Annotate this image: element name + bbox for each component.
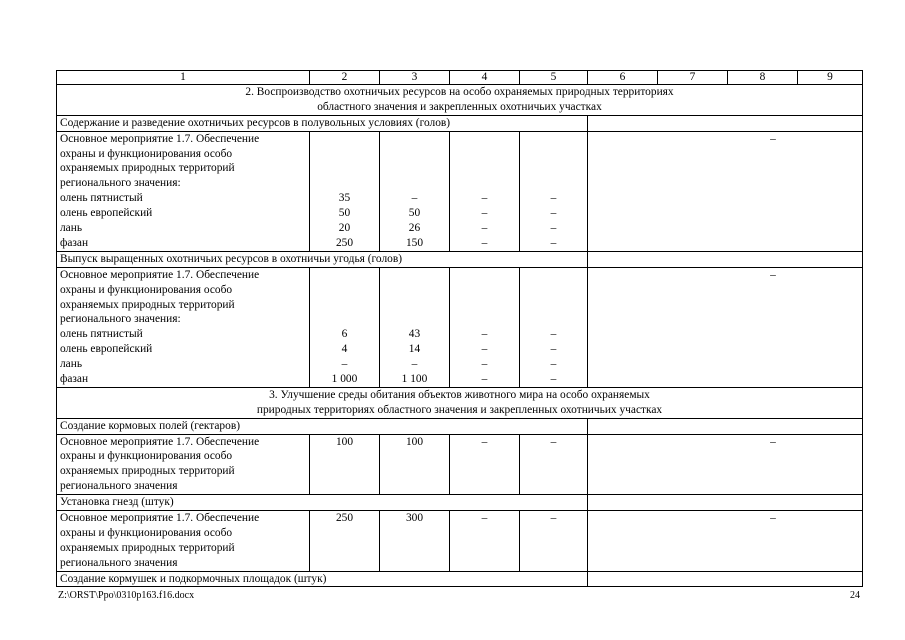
subhead-row-e (57, 571, 863, 587)
page-number: 24 (850, 590, 860, 601)
subhead-row-d (57, 495, 863, 511)
col-header-1: 1 (57, 71, 310, 85)
subhead-row-c (57, 418, 863, 434)
values-col-6-9: – (588, 511, 863, 572)
column-number-row (57, 71, 863, 85)
values-col-3: 300 (380, 511, 450, 572)
values-col-3: 43 14 – 1 100 (380, 267, 450, 387)
col-header-7: 7 (658, 71, 728, 85)
col-header-2: 2 (310, 71, 380, 85)
measure-row-a (57, 131, 863, 251)
values-col-2: 250 (310, 511, 380, 572)
values-col-2: 6 4 – 1 000 (310, 267, 380, 387)
values-col-4: – (450, 434, 520, 495)
col-header-8: 8 (728, 71, 798, 85)
subhead-nests: Установка гнезд (штук) (57, 495, 588, 511)
measure-description: Основное мероприятие 1.7. Обеспечение охраны и функционирования особо охраняемых природных территорий регионального значения (57, 434, 310, 495)
document-page (56, 70, 862, 587)
file-path: Z:\ORST\Ppo\0310p163.f16.docx (58, 590, 195, 601)
values-col-4: – – – – (450, 131, 520, 251)
subhead-empty (588, 115, 863, 131)
values-col-4: – (450, 511, 520, 572)
values-col-4: – – – – (450, 267, 520, 387)
subhead-empty (588, 251, 863, 267)
section-2-title: 2. Воспроизводство охотничьих ресурсов на особо охраняемых природных территориях областного значения и закрепленных охотничьих участках (57, 85, 863, 116)
values-col-2: 35 50 20 250 (310, 131, 380, 251)
values-col-3: – 50 26 150 (380, 131, 450, 251)
measure-description: Основное мероприятие 1.7. Обеспечение охраны и функционирования особо охраняемых природных территорий регионального значения: олень пятнистый олень европейский лань фазан (57, 131, 310, 251)
col-header-3: 3 (380, 71, 450, 85)
subhead-feed-fields: Создание кормовых полей (гектаров) (57, 418, 588, 434)
values-col-5: – – – – (520, 131, 588, 251)
col-header-6: 6 (588, 71, 658, 85)
subhead-empty (588, 418, 863, 434)
measure-row-c (57, 434, 863, 495)
values-col-2: 100 (310, 434, 380, 495)
col-header-5: 5 (520, 71, 588, 85)
section-3-title: 3. Улучшение среды обитания объектов животного мира на особо охраняемых природных территориях областного значения и закрепленных охотничьих участках (57, 387, 863, 418)
values-col-6-9: – (588, 267, 863, 387)
values-col-5: – (520, 511, 588, 572)
section-3-row (57, 387, 863, 418)
values-col-5: – (520, 434, 588, 495)
measures-table (56, 70, 863, 587)
subhead-feeders: Создание кормушек и подкормочных площадок (штук) (57, 571, 588, 587)
measure-row-b (57, 267, 863, 387)
subhead-empty (588, 495, 863, 511)
subhead-semi-free-keeping: Содержание и разведение охотничьих ресурсов в полувольных условиях (голов) (57, 115, 588, 131)
values-col-6-9: – (588, 434, 863, 495)
values-col-5: – – – – (520, 267, 588, 387)
section-2-row (57, 85, 863, 116)
subhead-empty (588, 571, 863, 587)
values-col-3: 100 (380, 434, 450, 495)
col-header-4: 4 (450, 71, 520, 85)
subhead-row-a (57, 115, 863, 131)
measure-description: Основное мероприятие 1.7. Обеспечение охраны и функционирования особо охраняемых природных территорий регионального значения (57, 511, 310, 572)
measure-row-d (57, 511, 863, 572)
subhead-release: Выпуск выращенных охотничьих ресурсов в охотничьи угодья (голов) (57, 251, 588, 267)
subhead-row-b (57, 251, 863, 267)
values-col-6-9: – (588, 131, 863, 251)
measure-description: Основное мероприятие 1.7. Обеспечение охраны и функционирования особо охраняемых природных территорий регионального значения: олень пятнистый олень европейский лань фазан (57, 267, 310, 387)
col-header-9: 9 (798, 71, 863, 85)
